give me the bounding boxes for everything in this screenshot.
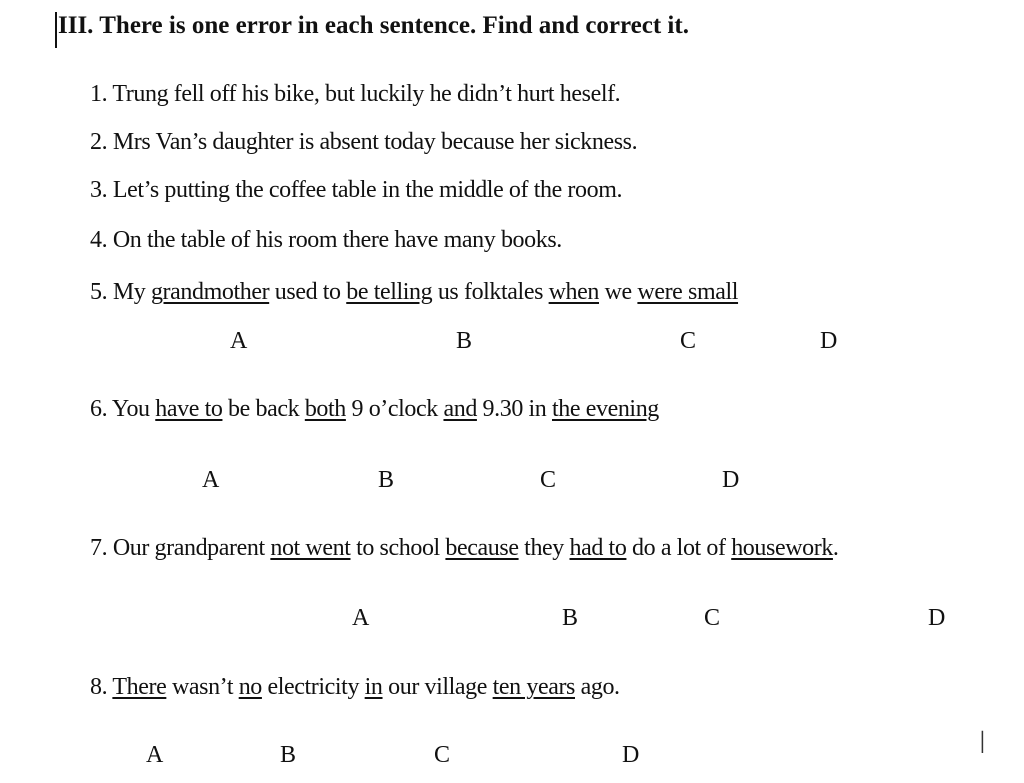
text-segment: . bbox=[832, 535, 839, 561]
sentence-2 bbox=[90, 129, 637, 156]
option-label-b: B bbox=[456, 328, 473, 354]
underlined-part-b: both bbox=[304, 396, 346, 422]
sentence-6 bbox=[90, 396, 659, 423]
text-segment: electricity bbox=[261, 674, 365, 700]
sentence-number: 1. bbox=[90, 81, 108, 107]
text-segment: wasn’t bbox=[166, 674, 239, 700]
text-segment: ago. bbox=[575, 674, 620, 700]
text-segment: Our grandparent bbox=[112, 535, 271, 561]
underlined-part-a: have to bbox=[155, 396, 223, 422]
exercise-heading: III. There is one error in each sentence. Find and correct it. bbox=[58, 12, 689, 39]
option-label-b: B bbox=[378, 467, 395, 493]
sentence-number: 6. bbox=[90, 396, 108, 422]
option-label-a: A bbox=[146, 742, 164, 768]
option-label-b: B bbox=[280, 742, 297, 768]
text-segment: 9.30 in bbox=[476, 396, 552, 422]
text-segment: used to bbox=[269, 279, 347, 305]
underlined-part-a: not went bbox=[270, 535, 351, 561]
text-segment: You bbox=[111, 396, 156, 422]
sentence-8 bbox=[90, 674, 620, 701]
underlined-part-c: when bbox=[548, 279, 600, 305]
option-label-d: D bbox=[622, 742, 640, 768]
underlined-part-d: the evening bbox=[552, 396, 659, 422]
sentence-text: Trung fell off his bike, but luckily he didn’t hurt heself. bbox=[112, 81, 621, 107]
sentence-text: On the table of his room there have many books. bbox=[112, 227, 562, 253]
sentence-1 bbox=[90, 81, 620, 108]
text-segment: to school bbox=[350, 535, 446, 561]
underlined-part-a: grandmother bbox=[150, 279, 270, 305]
sentence-3 bbox=[90, 177, 622, 204]
option-label-a: A bbox=[352, 605, 370, 631]
sentence-text: Mrs Van’s daughter is absent today because her sickness. bbox=[112, 129, 638, 155]
sentence-number: 4. bbox=[90, 227, 108, 253]
sentence-5 bbox=[90, 279, 738, 306]
text-segment: we bbox=[599, 279, 638, 305]
underlined-part-c: had to bbox=[569, 535, 627, 561]
underlined-part-b: because bbox=[445, 535, 519, 561]
option-label-c: C bbox=[704, 605, 721, 631]
option-label-c: C bbox=[434, 742, 451, 768]
text-segment: 9 o’clock bbox=[345, 396, 444, 422]
option-label-c: C bbox=[680, 328, 697, 354]
underlined-part-c: in bbox=[364, 674, 383, 700]
sentence-number: 8. bbox=[90, 674, 108, 700]
sentence-number: 7. bbox=[90, 535, 108, 561]
text-segment: My bbox=[112, 279, 151, 305]
option-label-c: C bbox=[540, 467, 557, 493]
underlined-part-c: and bbox=[443, 396, 477, 422]
option-label-d: D bbox=[820, 328, 838, 354]
underlined-part-d: were small bbox=[637, 279, 739, 305]
option-label-a: A bbox=[202, 467, 220, 493]
text-segment: us folktales bbox=[432, 279, 549, 305]
sentence-4 bbox=[90, 227, 562, 254]
sentence-text: Let’s putting the coffee table in the middle of the room. bbox=[112, 177, 623, 203]
text-cursor-icon: I bbox=[978, 726, 987, 761]
underlined-part-a: There bbox=[112, 674, 167, 700]
text-segment: they bbox=[518, 535, 570, 561]
option-label-d: D bbox=[722, 467, 740, 493]
sentence-number: 5. bbox=[90, 279, 108, 305]
heading-margin-bar bbox=[55, 12, 57, 48]
text-segment: be back bbox=[222, 396, 305, 422]
option-label-b: B bbox=[562, 605, 579, 631]
option-label-a: A bbox=[230, 328, 248, 354]
underlined-part-b: no bbox=[238, 674, 262, 700]
sentence-number: 3. bbox=[90, 177, 108, 203]
sentence-number: 2. bbox=[90, 129, 108, 155]
underlined-part-d: housework bbox=[731, 535, 833, 561]
text-segment: do a lot of bbox=[626, 535, 732, 561]
underlined-part-d: ten years bbox=[492, 674, 575, 700]
option-label-d: D bbox=[928, 605, 946, 631]
text-segment: our village bbox=[382, 674, 493, 700]
underlined-part-b: be telling bbox=[346, 279, 433, 305]
sentence-7 bbox=[90, 535, 839, 562]
